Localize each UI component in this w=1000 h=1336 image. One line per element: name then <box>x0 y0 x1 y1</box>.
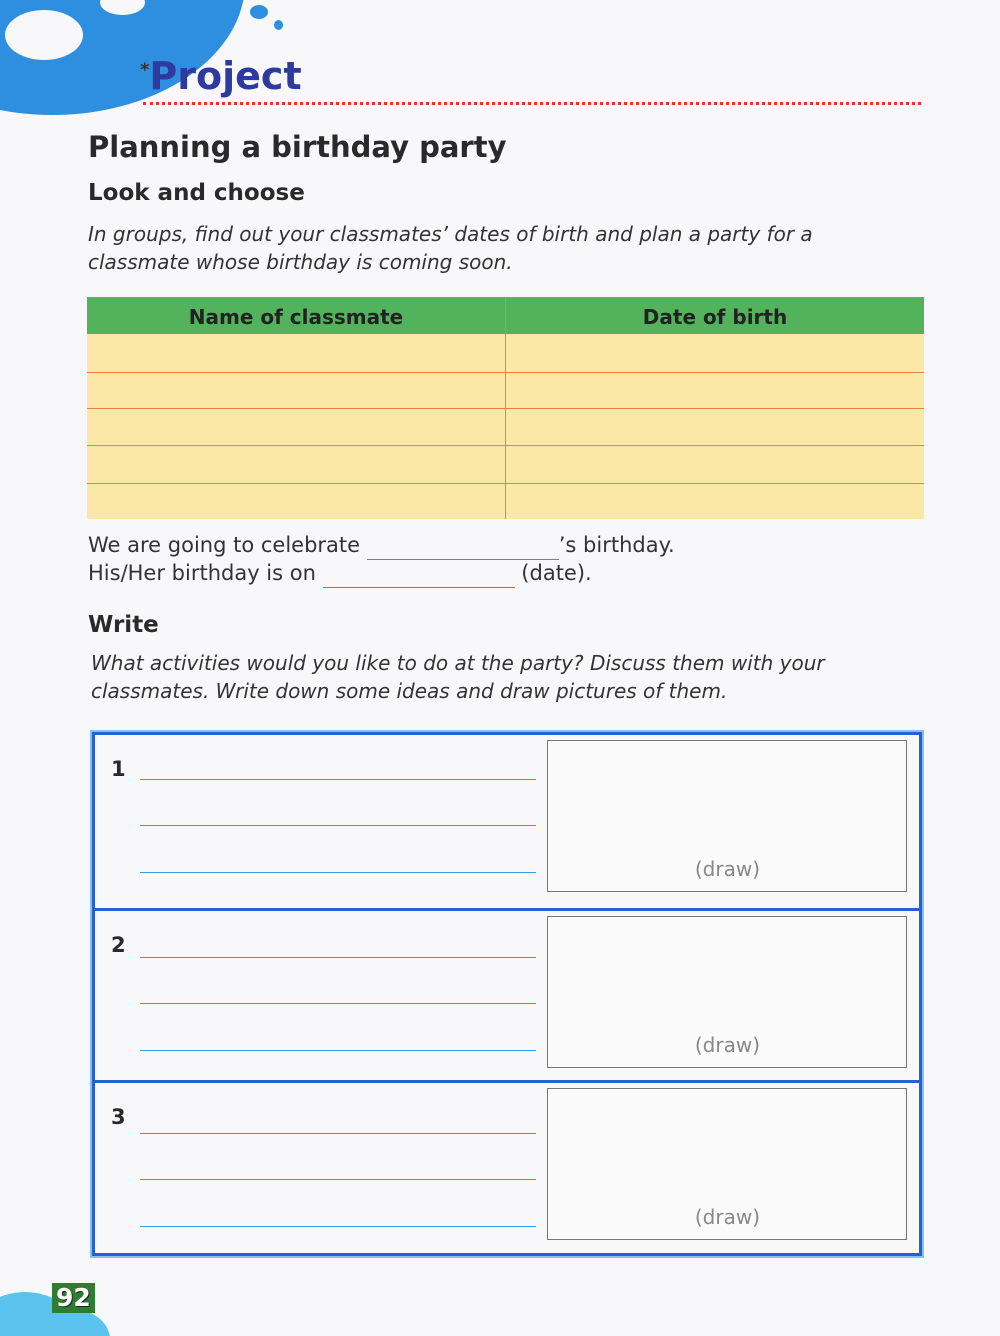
write-line[interactable] <box>140 1226 536 1227</box>
name-blank[interactable] <box>367 531 559 560</box>
draw-box[interactable]: (draw) <box>547 1088 907 1240</box>
write-line[interactable] <box>140 1179 536 1180</box>
activity-2: 2 (draw) <box>95 908 919 1083</box>
write-line[interactable] <box>140 957 536 958</box>
instructions: In groups, find out your classmates’ dates of birth and plan a party for a classmate whose birthday is coming soon. <box>88 222 813 274</box>
write-line[interactable] <box>140 825 536 826</box>
activity-3: 3 (draw) <box>95 1080 919 1256</box>
write-heading: Write <box>88 612 159 638</box>
write-line[interactable] <box>140 872 536 873</box>
draw-box[interactable]: (draw) <box>547 916 907 1068</box>
write-line[interactable] <box>140 1133 536 1134</box>
write-line[interactable] <box>140 1003 536 1004</box>
activities-box <box>92 732 922 1256</box>
column-header: Name of classmate <box>188 305 404 329</box>
classmates-table <box>87 297 924 519</box>
activity-1: 1 (draw) <box>95 735 919 908</box>
page-number: 92 <box>52 1283 95 1313</box>
write-line[interactable] <box>140 1050 536 1051</box>
date-blank[interactable] <box>323 559 515 588</box>
page-heading: Planning a birthday party <box>88 130 507 164</box>
draw-box[interactable]: (draw) <box>547 740 907 892</box>
section-title: *Project <box>140 54 302 98</box>
write-instructions: What activities would you like to do at the party? Discuss them with your classmates. Write down some ideas and draw pictures of them. <box>91 651 825 703</box>
write-line[interactable] <box>140 779 536 780</box>
column-header: Date of birth <box>505 297 924 334</box>
sentence-celebrate: We are going to celebrate ’s birthday. <box>88 531 675 560</box>
look-choose-heading: Look and choose <box>88 180 305 206</box>
dotted-divider <box>143 102 921 105</box>
sentence-date: His/Her birthday is on (date). <box>88 559 592 588</box>
